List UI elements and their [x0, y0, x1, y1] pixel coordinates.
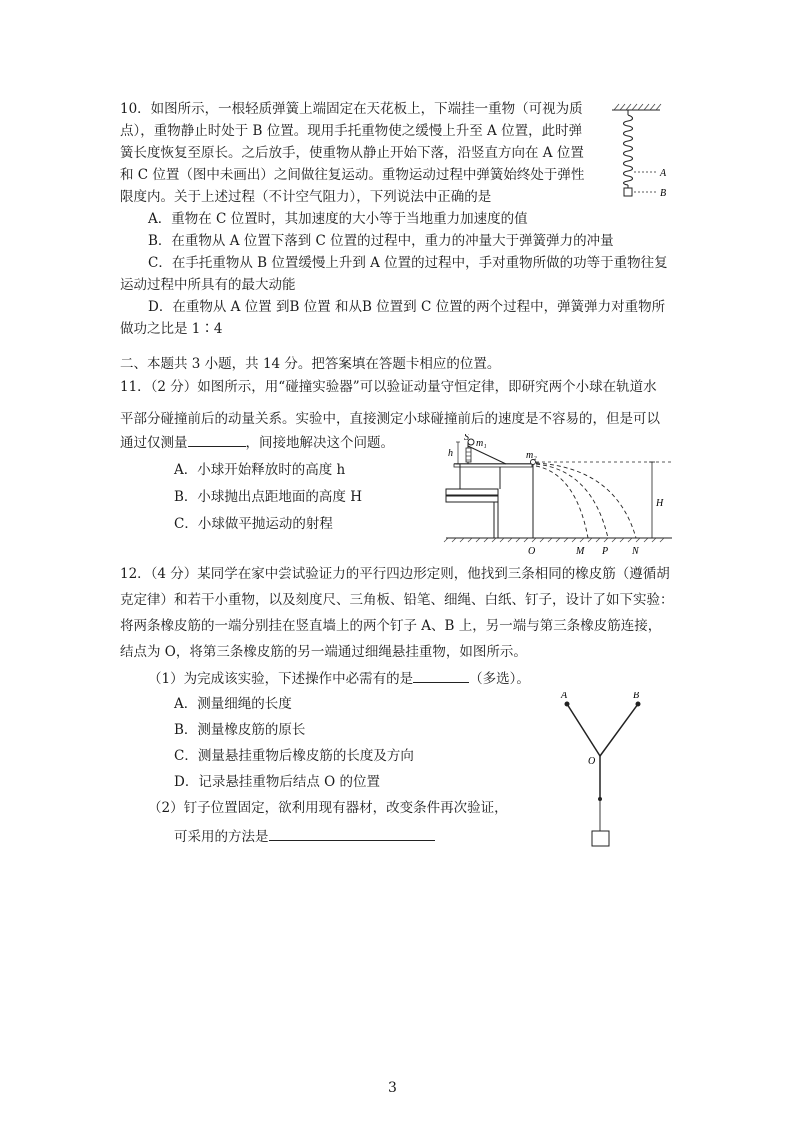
q12-line-4: 结点为 O，将第三条橡皮筋的另一端通过细绳悬挂重物，如图所示。 — [120, 644, 527, 660]
q11-option-b: B．小球抛出点距地面的高度 H — [174, 489, 362, 505]
q10-line-3: 簧长度恢复至原长。之后放手，使重物从静止开始下落，沿竖直方向在 A 位置 — [120, 145, 584, 161]
q12-sub-2-line-1: （2）钉子位置固定，欲利用现有器材，改变条件再次验证， — [148, 800, 508, 816]
q10-option-a: A．重物在 C 位置时，其加速度的大小等于当地重力加速度的值 — [148, 211, 528, 227]
rubber-band-figure — [552, 692, 652, 852]
label-h: h — [448, 448, 453, 459]
q11-line-3 — [120, 432, 394, 453]
q12-option-b: B．测量橡皮筋的原长 — [174, 722, 306, 738]
q12-option-c: C．测量悬挂重物后橡皮筋的长度及方向 — [174, 748, 414, 764]
spring-figure — [600, 100, 680, 206]
label-b: B — [633, 692, 640, 701]
label-n: N — [632, 546, 639, 557]
label-o: O — [528, 546, 536, 557]
q10-option-b: B．在重物从 A 位置下落到 C 位置的过程中，重力的冲量大于弹簧弹力的冲量 — [148, 233, 614, 249]
q10-option-d-line-1: D．在重物从 A 位置 到B 位置 和从B 位置到 C 位置的两个过程中，弹簧弹力对重物所 — [148, 299, 666, 315]
label-m2: m₂ — [526, 450, 537, 461]
q12-sub-2-start: 可采用的方法是 — [174, 829, 269, 845]
label-a: A — [561, 692, 568, 701]
q10-option-c-line-1: C．在手托重物从 B 位置缓慢上升到 A 位置的过程中，手对重物所做的功等于重物往复 — [148, 255, 668, 271]
q11-line-1: 11．（2 分）如图所示，用“碰撞实验器”可以验证动量守恒定律，即研究两个小球在轨道水 — [120, 379, 657, 395]
q11-answer-blank[interactable] — [188, 432, 246, 447]
spring-label-b: B — [660, 188, 667, 199]
q12-line-3: 将两条橡皮筋的一端分别挂在竖直墙上的两个钉子 A、B 上，另一端与第三条橡皮筋连接， — [120, 618, 662, 634]
section-2-heading: 二、本题共 3 小题，共 14 分。把答案填在答题卡相应的位置。 — [120, 356, 501, 372]
q10-line-1: 10．如图所示，一根轻质弹簧上端固定在天花板上，下端挂一重物（可视为质 — [120, 101, 583, 117]
label-s: S — [464, 434, 469, 443]
q12-sub-1-end: （多选）。 — [469, 671, 530, 687]
q12-sub-2-answer-blank[interactable] — [269, 826, 435, 841]
q10-line-5: 限度内。关于上述过程（不计空气阻力），下列说法中正确的是 — [120, 189, 492, 205]
q10-option-c-line-2: 运动过程中所具有的最大动能 — [120, 277, 296, 293]
q12-sub-1 — [148, 668, 530, 689]
q12-sub-2-line-2 — [174, 826, 435, 847]
q12-sub-1-answer-blank[interactable] — [413, 668, 469, 683]
q12-option-a: A．测量细绳的长度 — [174, 696, 292, 712]
label-m: M — [576, 546, 585, 557]
q10-line-2: 点），重物静止时处于 B 位置。现用手托重物使之缓慢上升至 A 位置，此时弹 — [120, 123, 583, 139]
page-number: 3 — [388, 1080, 397, 1096]
label-m1: m₁ — [476, 438, 487, 449]
q12-line-2: 克定律）和若干小重物，以及刻度尺、三角板、铅笔、细绳、白纸、钉子，设计了如下实验： — [120, 592, 674, 608]
label-p: P — [602, 546, 609, 557]
q11-option-c: C．小球做平抛运动的射程 — [174, 516, 333, 532]
q11-line-3-start: 通过仅测量 — [120, 435, 188, 451]
collision-apparatus-figure — [440, 434, 676, 558]
q12-line-1: 12．（4 分）某同学在家中尝试验证力的平行四边形定则，他找到三条相同的橡皮筋（遵循胡 — [120, 566, 670, 582]
label-big-h: H — [656, 498, 664, 509]
q12-sub-1-start: （1）为完成该实验，下述操作中必需有的是 — [148, 671, 414, 687]
q11-option-a: A．小球开始释放时的高度 h — [174, 462, 346, 478]
q11-line-3-end: ，间接地解决这个问题。 — [245, 435, 394, 451]
label-o: O — [588, 756, 596, 767]
spring-label-a: A — [660, 168, 667, 179]
q12-option-d: D．记录悬挂重物后结点 O 的位置 — [174, 774, 380, 790]
q10-option-d-line-2: 做功之比是 1∶4 — [120, 321, 223, 337]
q11-line-2: 平部分碰撞前后的动量关系。实验中，直接测定小球碰撞前后的速度是不容易的，但是可以 — [120, 411, 660, 427]
q10-line-4: 和 C 位置（图中未画出）之间做往复运动。重物运动过程中弹簧始终处于弹性 — [120, 167, 585, 183]
